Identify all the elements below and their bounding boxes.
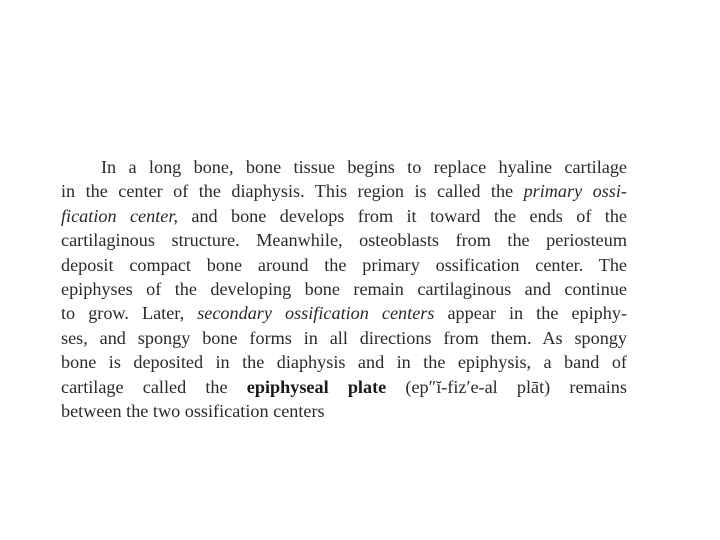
text-run: (ep″ĭ-fiz′e-al plāt) remains: [386, 376, 627, 397]
text-run: cartilaginous structure. Meanwhile, osteoblasts from the periosteum: [61, 230, 627, 251]
body-paragraph: [61, 155, 627, 423]
text-run: bone is deposited in the diaphysis and in the epiphysis, a band of: [61, 352, 627, 373]
italic-term-secondary-ossification-centers: secondary ossification centers: [197, 303, 435, 324]
italic-term-primary-ossification-center: primary ossi-: [523, 181, 627, 202]
text-line-8: [61, 326, 627, 350]
bold-term-epiphyseal-plate: epiphyseal plate: [246, 376, 387, 397]
text-run: to grow. Later,: [61, 303, 198, 324]
text-line-10: [61, 375, 627, 399]
text-line-2: [61, 179, 627, 203]
italic-term-primary-ossification-center-continued: fication center,: [61, 205, 178, 226]
text-line-6: [61, 277, 627, 301]
text-line-1: [61, 155, 627, 179]
text-run: In a long bone, bone tissue begins to replace hyaline cartilage: [101, 157, 627, 177]
text-line-5: [61, 253, 627, 277]
text-line-4: [61, 228, 627, 252]
text-run: in the center of the diaphysis. This region is called the: [61, 181, 524, 202]
text-run: and bone develops from it toward the ends of the: [177, 205, 627, 226]
text-run: epiphyses of the developing bone remain cartilaginous and continue: [61, 279, 627, 300]
text-line-3: [61, 204, 627, 228]
text-line-11: [61, 399, 627, 423]
text-line-7: [61, 301, 627, 325]
text-run: between the two ossification centers: [61, 401, 325, 422]
text-run: deposit compact bone around the primary ossification center. The: [61, 254, 627, 275]
text-run: appear in the epiphy-: [434, 303, 627, 324]
text-run: ses, and spongy bone forms in all directions from them. As spongy: [61, 327, 627, 348]
text-line-9: [61, 350, 627, 374]
text-run: cartilage called the: [61, 376, 247, 397]
